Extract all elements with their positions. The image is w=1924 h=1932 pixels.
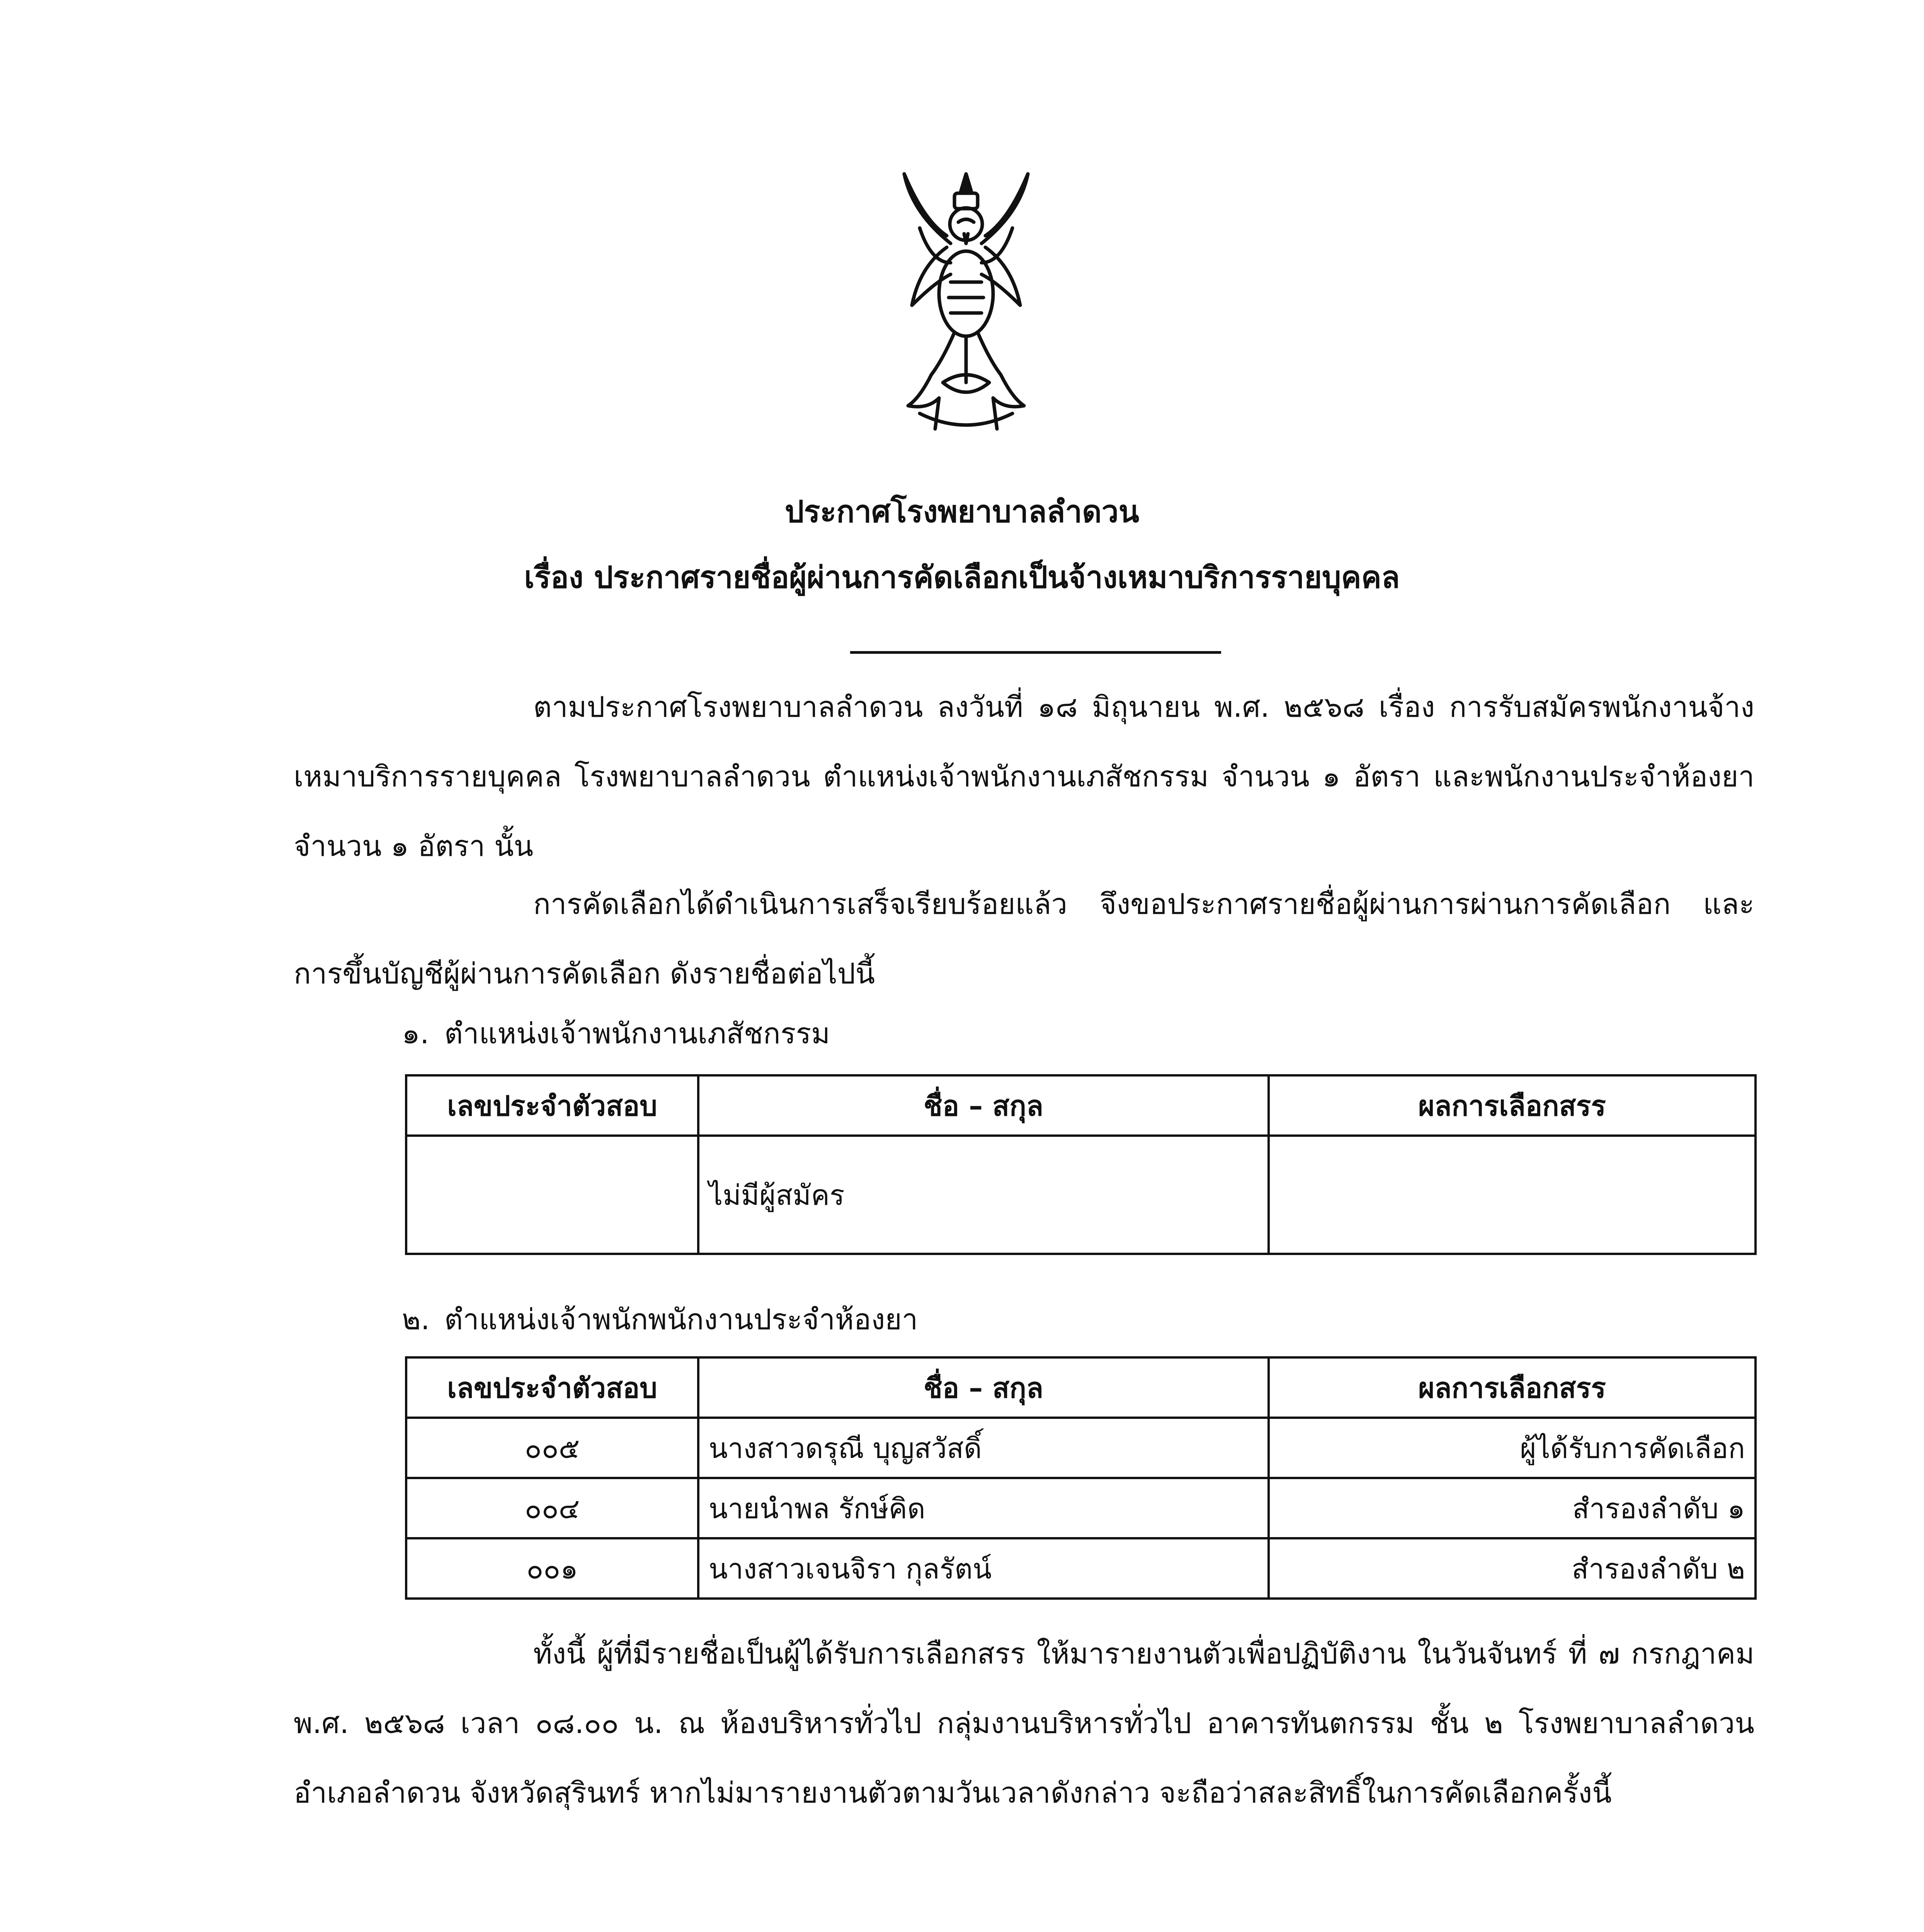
garuda-emblem-icon: [897, 166, 1036, 444]
cell-name: นางสาวเจนจิรา กุลรัตน์: [698, 1538, 1269, 1599]
section-1-number: ๑.: [402, 1017, 429, 1050]
header-result: ผลการเลือกสรร: [1269, 1357, 1756, 1418]
header-result: ผลการเลือกสรร: [1269, 1075, 1756, 1136]
cell-result: [1269, 1136, 1756, 1254]
table-row: [406, 1478, 1756, 1538]
table-row: [406, 1538, 1756, 1599]
header-name: ชื่อ – สกุล: [698, 1357, 1269, 1418]
section-1-title: ตำแหน่งเจ้าพนักงานเภสัชกรรม: [444, 1017, 830, 1050]
cell-id: ๐๐๑: [406, 1538, 698, 1599]
cell-id: ๐๐๔: [406, 1478, 698, 1538]
announcement-title: ประกาศโรงพยาบาลลำดวน: [784, 495, 1140, 529]
section-2-title: ตำแหน่งเจ้าพนักพนักงานประจำห้องยา: [444, 1303, 918, 1336]
section-2-heading: [402, 1298, 918, 1341]
cell-result: สำรองลำดับ ๑: [1269, 1478, 1756, 1538]
table-header-row: [406, 1357, 1756, 1418]
table-row: [406, 1136, 1756, 1254]
announcement-subject: เรื่อง ประกาศรายชื่อผู้ผ่านการคัดเลือกเป็นจ้างเหมาบริการรายบุคคล: [524, 560, 1400, 595]
intro-paragraph: ตามประกาศโรงพยาบาลลำดวน ลงวันที่ ๑๘ มิถุนายน พ.ศ. ๒๕๖๘ เรื่อง การรับสมัครพนักงานจ้างเหมาบริการรายบุคคล โรงพยาบาลลำดวน ตำแหน่งเจ้าพนักงานเภสัชกรรม จำนวน ๑ อัตรา และพนักงานประจำห้องยา จำนวน ๑ อัตรา นั้น: [294, 690, 1754, 863]
header-name: ชื่อ – สกุล: [698, 1075, 1269, 1136]
table-header-row: [406, 1075, 1756, 1136]
cell-name: นางสาวดรุณี บุญสวัสดิ์: [698, 1418, 1269, 1478]
no-applicant-cell: ไม่มีผู้สมัคร: [698, 1136, 1269, 1254]
report-instructions-paragraph: ทั้งนี้ ผู้ที่มีรายชื่อเป็นผู้ได้รับการเลือกสรร ให้มารายงานตัวเพื่อปฏิบัติงาน ในวันจันทร์ ที่ ๗ กรกฎาคม พ.ศ. ๒๕๖๘ เวลา ๐๘.๐๐ น. ณ ห้องบริหารทั่วไป กลุ่มงานบริหารทั่วไป อาคารทันตกรรม ชั้น ๒ โรงพยาบาลลำดวน อำเภอลำดวน จังหวัดสุรินทร์ หากไม่มารายงานตัวตามวันเวลาดังกล่าว จะถือว่าสละสิทธิ์ในการคัดเลือกครั้งนี้: [294, 1637, 1754, 1810]
cell-id: [406, 1136, 698, 1254]
header-exam-id: เลขประจำตัวสอบ: [406, 1357, 698, 1418]
section-1-table: [405, 1074, 1757, 1255]
title-divider: [850, 651, 1221, 654]
section-2-table: [405, 1356, 1757, 1600]
table-row: [406, 1418, 1756, 1478]
section-1-heading: [402, 1012, 830, 1055]
selection-paragraph: การคัดเลือกได้ดำเนินการเสร็จเรียบร้อยแล้ว จึงขอประกาศรายชื่อผู้ผ่านการผ่านการคัดเลือก และการขึ้นบัญชีผู้ผ่านการคัดเลือก ดังรายชื่อต่อไปนี้: [294, 888, 1754, 990]
cell-name: นายนำพล รักษ์คิด: [698, 1478, 1269, 1538]
cell-result: ผู้ได้รับการคัดเลือก: [1269, 1418, 1756, 1478]
cell-id: ๐๐๕: [406, 1418, 698, 1478]
header-exam-id: เลขประจำตัวสอบ: [406, 1075, 698, 1136]
section-2-number: ๒.: [402, 1303, 430, 1336]
cell-result: สำรองลำดับ ๒: [1269, 1538, 1756, 1599]
